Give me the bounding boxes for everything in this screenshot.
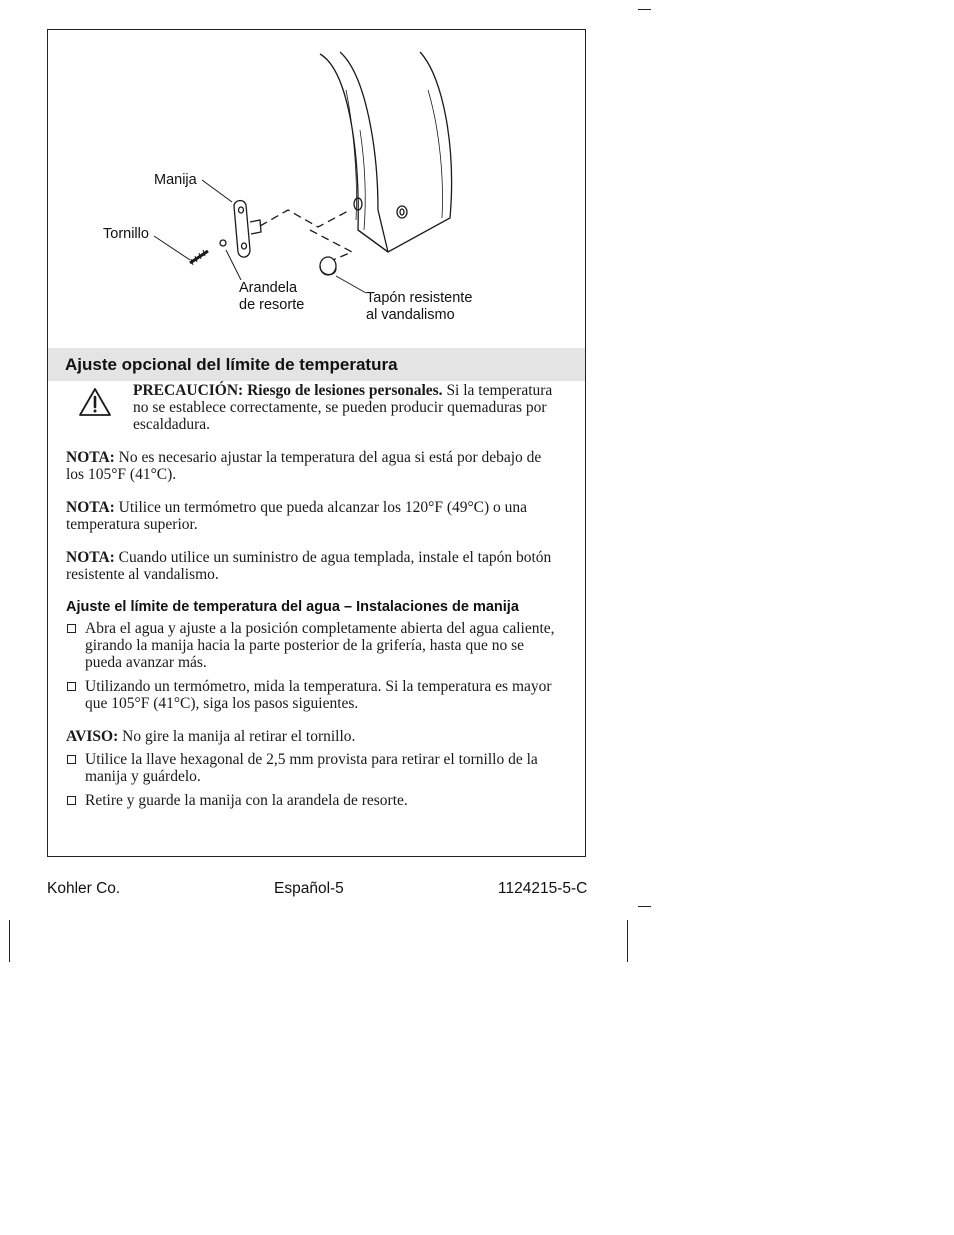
note-2-label: NOTA: [66, 499, 115, 516]
label-arandela: Arandela de resorte [239, 280, 305, 313]
warning-triangle-icon [78, 387, 112, 417]
label-tapon: Tapón resistente al vandalismo [366, 290, 473, 323]
note-2-text: Utilice un termómetro que pueda alcanzar los 120°F (49°C) o una temperatura superior. [66, 499, 528, 533]
step-text: Abra el agua y ajuste a la posición completamente abierta del agua caliente, girando la manija hacia la parte posterior de la grifería, hasta que no se pueda avanzar más. [85, 620, 555, 671]
step-text: Utilizando un termómetro, mida la temperatura. Si la temperatura es mayor que 105°F (41°C), siga los pasos siguientes. [85, 678, 552, 712]
note-1 [66, 449, 558, 483]
note-3-text: Cuando utilice un suministro de agua templada, instale el tapón botón resistente al vandalismo. [66, 549, 552, 583]
caution-text: Si la temperatura no se establece correctamente, se pueden producir quemaduras por escaldadura. [133, 382, 553, 433]
crop-mark [9, 920, 10, 962]
step-text: Utilice la llave hexagonal de 2,5 mm provista para retirar el tornillo de la manija y guárdelo. [85, 751, 538, 785]
step-item [66, 751, 558, 785]
section-body [66, 382, 558, 816]
caution-lead: PRECAUCIÓN: Riesgo de lesiones personales. [133, 382, 443, 399]
note-3-label: NOTA: [66, 549, 115, 566]
footer-page-number: Español-5 [274, 880, 344, 897]
note-2 [66, 499, 558, 533]
note-1-text: No es necesario ajustar la temperatura del agua si está por debajo de los 105°F (41°C). [66, 449, 542, 483]
step-item [66, 678, 558, 712]
aviso-label: AVISO: [66, 728, 119, 745]
crop-mark [638, 9, 651, 10]
footer-doc-number: 1124215-5-C [498, 880, 588, 897]
steps-list-b [66, 751, 558, 809]
step-item [66, 792, 558, 809]
note-3 [66, 549, 558, 583]
crop-mark [638, 906, 651, 907]
crop-mark [627, 920, 628, 962]
checkbox-square-icon [67, 796, 76, 805]
steps-list-a [66, 620, 558, 712]
label-tornillo: Tornillo [103, 226, 149, 242]
step-text: Retire y guarde la manija con la arandela de resorte. [85, 792, 408, 809]
note-1-label: NOTA: [66, 449, 115, 466]
section-title: Ajuste opcional del límite de temperatura [65, 355, 398, 374]
checkbox-square-icon [67, 624, 76, 633]
aviso-note [66, 728, 558, 745]
section-heading-band [48, 348, 585, 381]
faucet-illustration [48, 30, 587, 348]
caution-block [66, 382, 558, 433]
checkbox-square-icon [67, 682, 76, 691]
label-manija: Manija [154, 172, 197, 188]
content-frame [47, 29, 586, 857]
footer-company: Kohler Co. [47, 880, 121, 897]
subheading: Ajuste el límite de temperatura del agua – Instalaciones de manija [66, 599, 519, 615]
step-item [66, 620, 558, 671]
exploded-handle-diagram [48, 30, 587, 348]
checkbox-square-icon [67, 755, 76, 764]
aviso-text: No gire la manija al retirar el tornillo. [118, 728, 356, 745]
